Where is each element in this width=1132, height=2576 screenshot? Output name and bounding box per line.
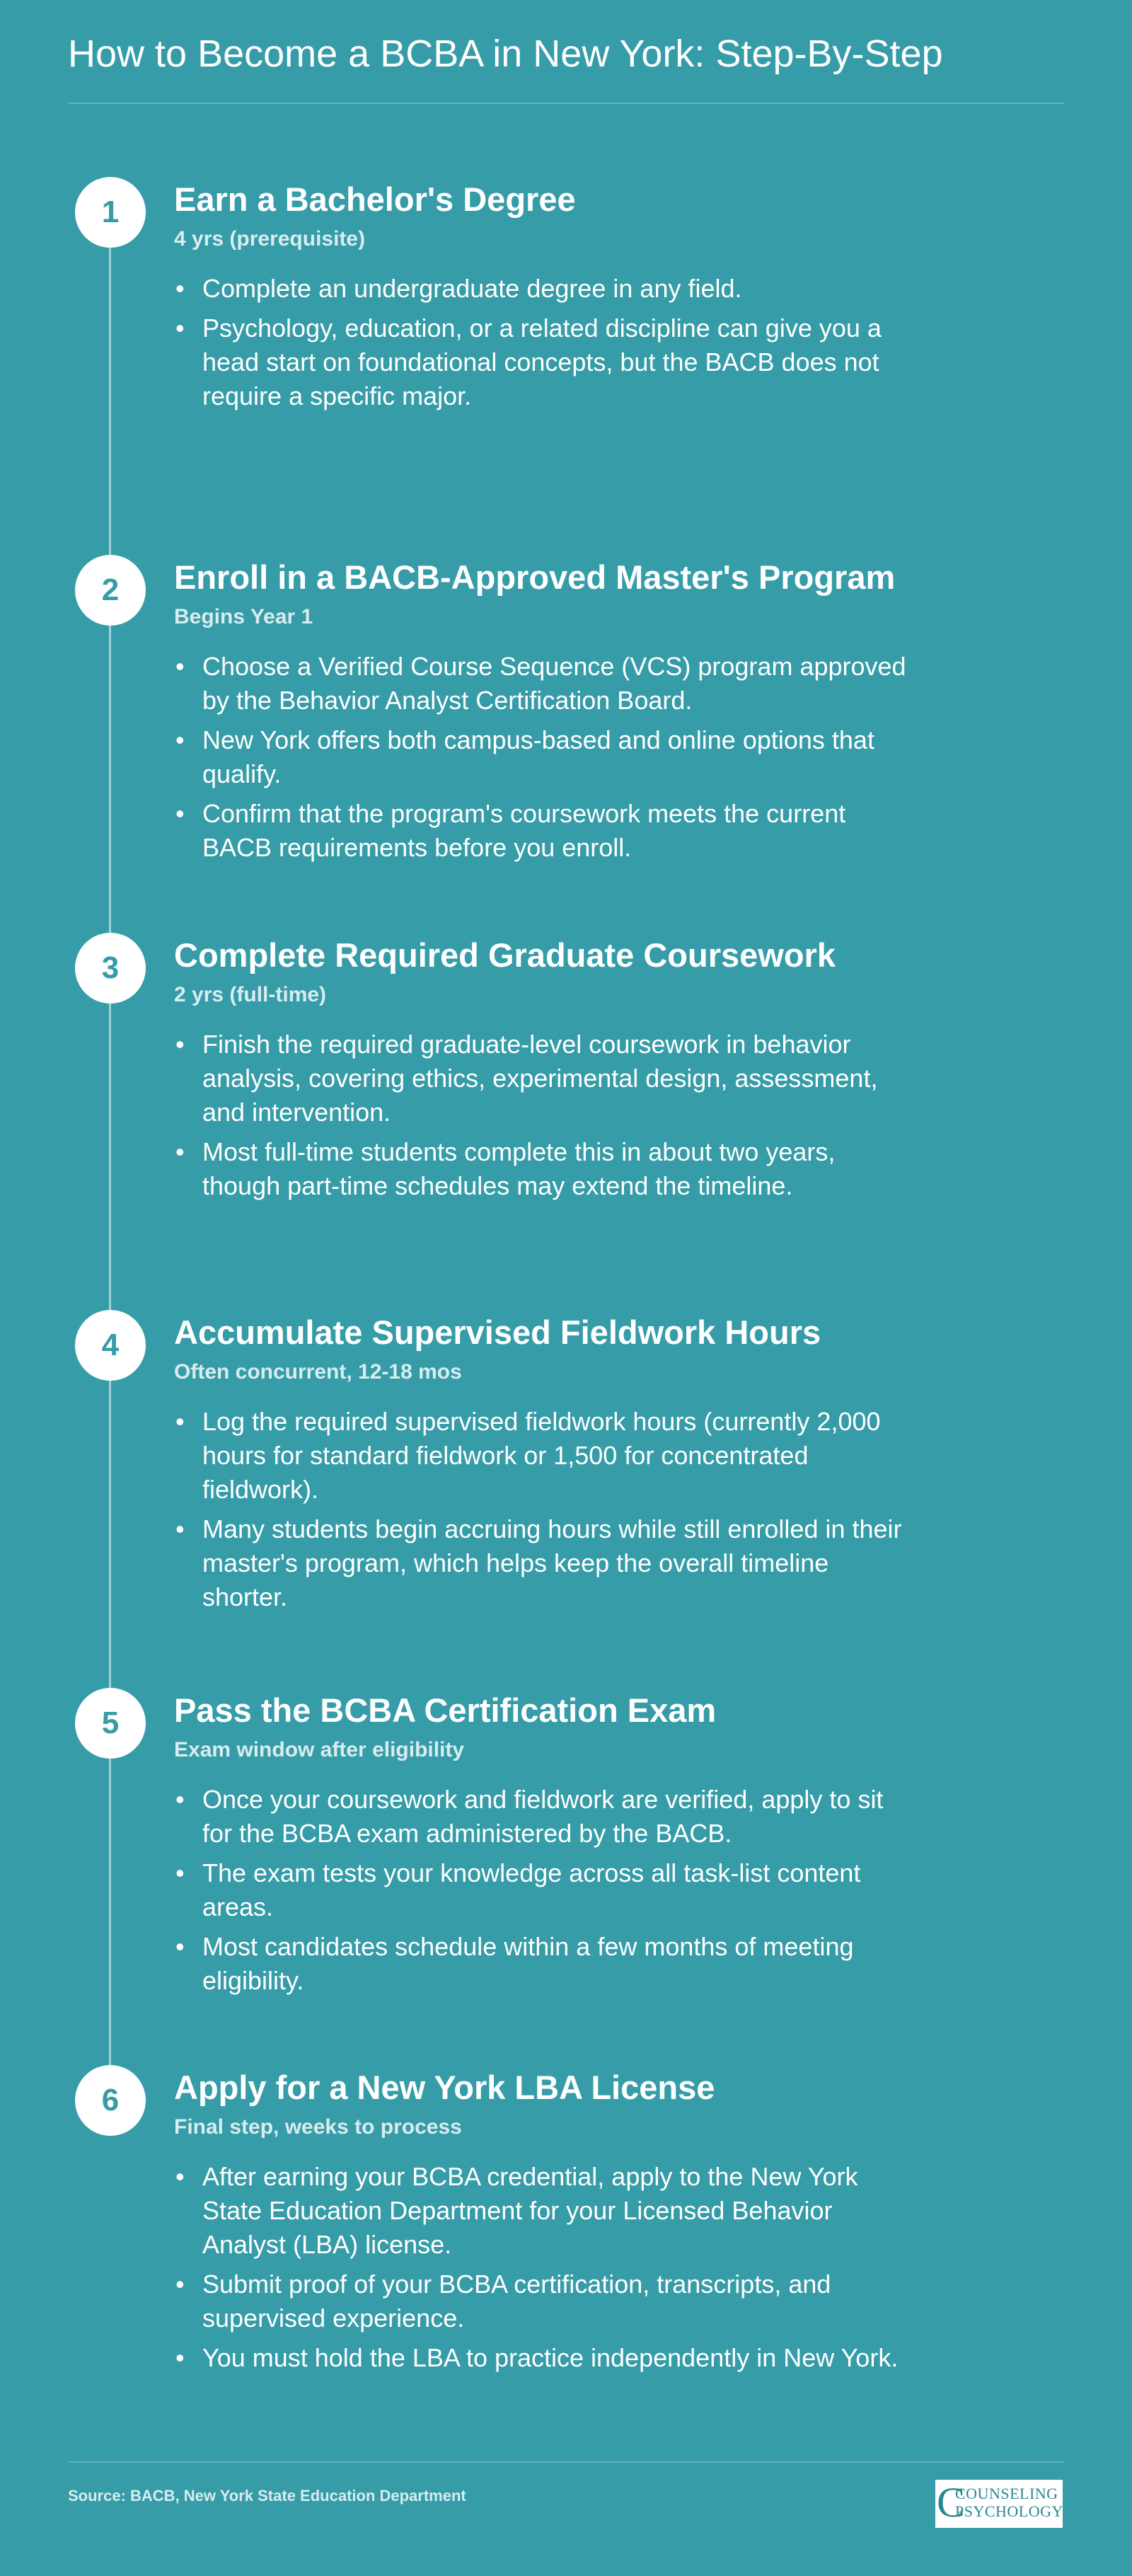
bullet-dot-icon: • xyxy=(175,1030,185,1059)
step-duration: Begins Year 1 xyxy=(174,605,313,628)
counseling-psychology-logo xyxy=(935,2480,1063,2528)
list-item xyxy=(174,2160,910,2262)
bullet-text: The exam tests your knowledge across all task-list content areas. xyxy=(202,1858,861,1921)
page-title: How to Become a BCBA in New York: Step-By-Step xyxy=(68,33,943,75)
step-bullet-list xyxy=(174,1783,910,1998)
bullet-dot-icon: • xyxy=(175,1137,185,1166)
step-title: Apply for a New York LBA License xyxy=(174,2069,715,2106)
logo-c-mark-icon: C xyxy=(937,2479,966,2526)
step-content xyxy=(174,934,910,1209)
bullet-dot-icon: • xyxy=(175,652,185,681)
bullet-text: You must hold the LBA to practice independently in New York. xyxy=(202,2343,899,2372)
bullet-dot-icon: • xyxy=(175,1514,185,1543)
list-item xyxy=(174,1783,910,1851)
bullet-text: Once your coursework and fieldwork are verified, apply to sit for the BCBA exam administered by the BACB. xyxy=(202,1785,884,1848)
list-item xyxy=(174,1405,910,1507)
bullet-dot-icon: • xyxy=(175,1932,185,1961)
bullet-dot-icon: • xyxy=(175,2270,185,2299)
step-duration: Final step, weeks to process xyxy=(174,2115,462,2139)
step-content xyxy=(174,1311,910,1620)
bullet-text: Most full-time students complete this in about two years, though part-time schedules may extend the timeline. xyxy=(202,1137,836,1200)
timeline-line xyxy=(109,198,111,2086)
list-item xyxy=(174,1856,910,1924)
step-title: Complete Required Graduate Coursework xyxy=(174,936,836,974)
bullet-text: Many students begin accruing hours while still enrolled in their master's program, which helps keep the overall timeline shorter. xyxy=(202,1514,902,1611)
bullet-text: Choose a Verified Course Sequence (VCS) program approved by the Behavior Analyst Certification Board. xyxy=(202,652,906,715)
bullet-dot-icon: • xyxy=(175,274,185,303)
step-number-badge: 6 xyxy=(75,2065,146,2136)
list-item xyxy=(174,650,910,718)
step-number-badge: 5 xyxy=(75,1688,146,1759)
list-item xyxy=(174,1135,910,1203)
bullet-text: Complete an undergraduate degree in any field. xyxy=(202,274,742,303)
step-duration: 2 yrs (full-time) xyxy=(174,983,327,1006)
bullet-dot-icon: • xyxy=(175,2162,185,2191)
list-item xyxy=(174,2267,910,2335)
logo-line1: COUNSELING xyxy=(955,2485,1058,2502)
step-title: Accumulate Supervised Fieldwork Hours xyxy=(174,1313,821,1351)
list-item xyxy=(174,797,910,865)
bullet-dot-icon: • xyxy=(175,1785,185,1814)
bullet-dot-icon: • xyxy=(175,314,185,343)
bullet-dot-icon: • xyxy=(175,725,185,754)
step-content xyxy=(174,1689,910,2003)
step-bullet-list xyxy=(174,1028,910,1203)
header-divider xyxy=(68,103,1064,104)
header xyxy=(68,28,1064,79)
step-title: Pass the BCBA Certification Exam xyxy=(174,1691,717,1729)
step-number-badge: 1 xyxy=(75,177,146,248)
step-bullet-list xyxy=(174,2160,910,2375)
step-bullet-list xyxy=(174,1405,910,1614)
step-number-badge: 2 xyxy=(75,555,146,626)
bullet-dot-icon: • xyxy=(175,1858,185,1887)
step-duration: 4 yrs (prerequisite) xyxy=(174,227,366,251)
step-title: Enroll in a BACB-Approved Master's Program xyxy=(174,558,896,596)
bullet-text: New York offers both campus-based and online options that qualify. xyxy=(202,725,874,788)
step-title: Earn a Bachelor's Degree xyxy=(174,180,576,218)
bullet-dot-icon: • xyxy=(175,1407,185,1436)
step-content xyxy=(174,2066,910,2381)
bullet-text: Confirm that the program's coursework meets the current BACB requirements before you enroll. xyxy=(202,799,846,862)
step-content xyxy=(174,178,910,419)
bullet-text: Log the required supervised fieldwork hours (currently 2,000 hours for standard fieldwork or 1,500 for concentrated fieldwork). xyxy=(202,1407,881,1504)
bullet-dot-icon: • xyxy=(175,799,185,828)
source-note: Source: BACB, New York State Education Department xyxy=(68,2487,466,2505)
step-bullet-list xyxy=(174,650,910,865)
bullet-text: Psychology, education, or a related discipline can give you a head start on foundational concepts, but the BACB does not require a specific major. xyxy=(202,314,882,410)
footer-divider xyxy=(68,2461,1064,2463)
step-content xyxy=(174,556,910,870)
list-item xyxy=(174,272,910,306)
step-duration: Often concurrent, 12-18 mos xyxy=(174,1360,462,1384)
list-item xyxy=(174,1028,910,1129)
list-item xyxy=(174,1512,910,1614)
step-duration: Exam window after eligibility xyxy=(174,1738,465,1761)
step-number-badge: 3 xyxy=(75,933,146,1004)
list-item xyxy=(174,2341,910,2375)
list-item xyxy=(174,311,910,413)
bullet-text: After earning your BCBA credential, apply to the New York State Education Department for your Licensed Behavior Analyst (LBA) license. xyxy=(202,2162,858,2259)
logo-line2: PSYCHOLOGY xyxy=(955,2502,1063,2520)
step-bullet-list xyxy=(174,272,910,413)
bullet-text: Finish the required graduate-level coursework in behavior analysis, covering ethics, experimental design, assessment, and intervention. xyxy=(202,1030,878,1127)
bullet-text: Submit proof of your BCBA certification, transcripts, and supervised experience. xyxy=(202,2270,831,2333)
list-item xyxy=(174,723,910,791)
list-item xyxy=(174,1930,910,1998)
step-number-badge: 4 xyxy=(75,1310,146,1381)
bullet-dot-icon: • xyxy=(175,2343,185,2372)
bullet-text: Most candidates schedule within a few months of meeting eligibility. xyxy=(202,1932,854,1995)
